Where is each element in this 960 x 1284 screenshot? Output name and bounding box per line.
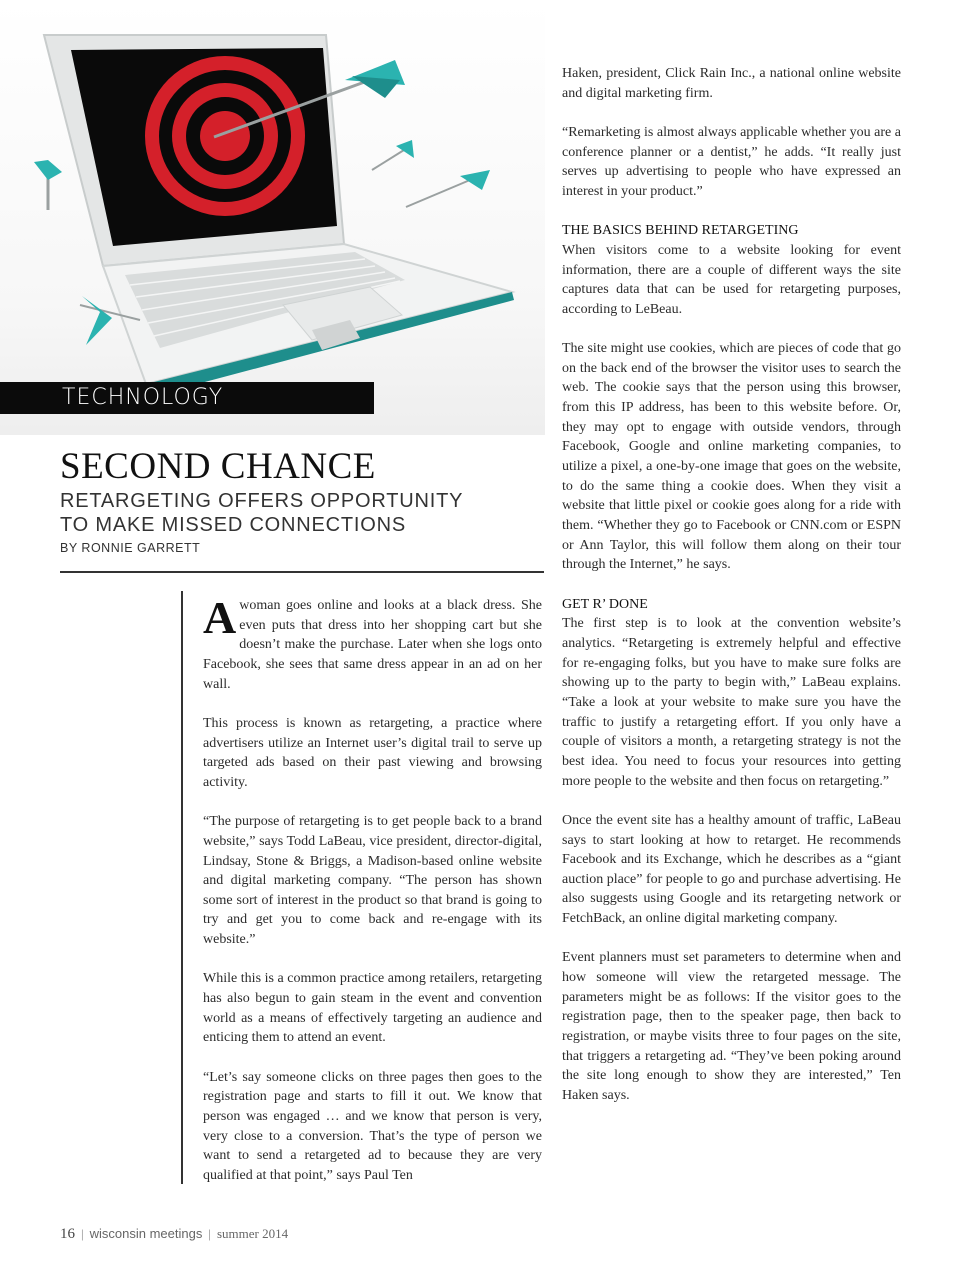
section-heading: THE BASICS BEHIND RETARGETING [562, 223, 799, 239]
headline-rule [60, 571, 544, 573]
article-paragraph: Haken, president, Click Rain Inc., a national online website and digital marketing firm. [562, 66, 901, 101]
subhead-line-1: RETARGETING OFFERS OPPORTUNITY [60, 490, 464, 512]
article-headline: SECOND CHANCE [60, 446, 376, 487]
issue-date: summer 2014 [216, 1226, 289, 1241]
article-paragraph: While this is a common practice among retailers, retargeting has also begun to gain steam in the event and convention world as a means of effectively targeting an audience and enticing them to attend an event. [203, 971, 542, 1046]
article-paragraph: Once the event site has a healthy amount of traffic, LaBeau says to start looking at how to retarget. He recommends Facebook and its Exchange, which he describes as a “giant auction place” for people to go and purchase advertising. He also suggests using Google and its retargeting network or FetchBack, an online digital marketing company. [562, 812, 901, 927]
page-number: 16 [60, 1226, 75, 1242]
dart-icon [34, 160, 62, 210]
article-paragraph: “Let’s say someone clicks on three pages then goes to the registration page and starts to fill it out. We know that person was engaged … and we know that person is very, very close to a conversion. That’s the type of person we want to send a retargeted ad to because they are very qualified at that point,” says Paul Ten [203, 1069, 542, 1183]
bullseye-target [145, 56, 305, 216]
dart-icon [372, 140, 414, 170]
subhead-line-2: TO MAKE MISSED CONNECTIONS [60, 514, 407, 536]
article-paragraph: Event planners must set parameters to determine when and how someone will view the retargeted message. The parameters might be as follows: If the visitor goes to the registration page, then to the speaker page, then back to registration, or maybe visits three to four pages on the site, that triggers a retargeting ad. “They’ve been poking around the site long enough to show they are interested,” Ten Haken says. [562, 950, 901, 1104]
page-footer [60, 1226, 288, 1243]
article-column-left [203, 592, 542, 1205]
dart-icon [406, 170, 490, 207]
article-paragraph: “The purpose of retargeting is to get people back to a brand website,” says Todd LaBeau, vice president, director-digital, Lindsay, Stone & Briggs, a Madison-based online website and digital marketing company. “The person has shown some sort of interest in the product so that brand is going to try and get you to come back and re-engage with its website.” [203, 814, 542, 948]
column-rule [181, 591, 183, 1184]
footer-separator: | [208, 1226, 211, 1241]
section-label [0, 382, 374, 414]
article-paragraph: The site might use cookies, which are pieces of code that go on the back end of the browser the visitor uses to search the web. The cookie says that the person using this browser, from this IP address, has been to this website before. Or, they may opt to engage with outside vendors, through Facebook, Google and online marketing companies, to utilize a pixel, a one-by-one image that goes on the website, to do the same thing a cookie does. When they visit a website that little pixel or cookie goes along for a ride with them. “Whether they go to Facebook or CNN.com or ESPN or Ann Taylor, this will follow them along on their tour through the Internet,” he says. [562, 341, 901, 573]
footer-separator: | [81, 1226, 84, 1241]
article-paragraph: “Remarketing is almost always applicable whether you are a conference planner or a dentist,” he adds. “It really just serves up advertising to people who have expressed an interest in your product.” [562, 124, 901, 199]
article-subhead [60, 489, 463, 537]
hero-illustration [0, 0, 545, 435]
article-column-right [562, 64, 901, 1125]
laptop-target-illustration [0, 0, 545, 435]
section-label-text: TECHNOLOGY [62, 385, 224, 410]
article-paragraph: The first step is to look at the convention website’s analytics. “Retargeting is extremely helpful and effective for re-engaging folks, but you have to make sure folks are showing up to the party to begin with,” LaBeau explains. “Take a look at your website to make sure you have the traffic to justify a retargeting effort. If you only have a couple of visitors a month, a retargeting strategy is not the best idea. You need to focus your resources into getting more people to the website and then focus on retargeting.” [562, 616, 901, 789]
article-paragraph: When visitors come to a website looking for event information, there are a couple of different ways the site captures data that can be used for retargeting purposes, according to LeBeau. [562, 242, 901, 317]
publication-name: wisconsin meetings [89, 1226, 203, 1241]
drop-cap: A [203, 592, 237, 643]
article-paragraph: This process is known as retargeting, a practice where advertisers utilize an Internet user’s digital trail to serve up targeted ads based on their past viewing and browsing activity. [203, 715, 542, 790]
section-heading: GET R’ DONE [562, 596, 648, 612]
article-paragraph [203, 592, 542, 694]
paragraph-text: woman goes online and looks at a black dress. She even puts that dress into her shopping cart but she doesn’t make the purchase. Later when she logs onto Facebook, she sees that same dress appear in an ad on her wall. [203, 598, 542, 692]
article-byline: BY RONNIE GARRETT [60, 541, 201, 555]
